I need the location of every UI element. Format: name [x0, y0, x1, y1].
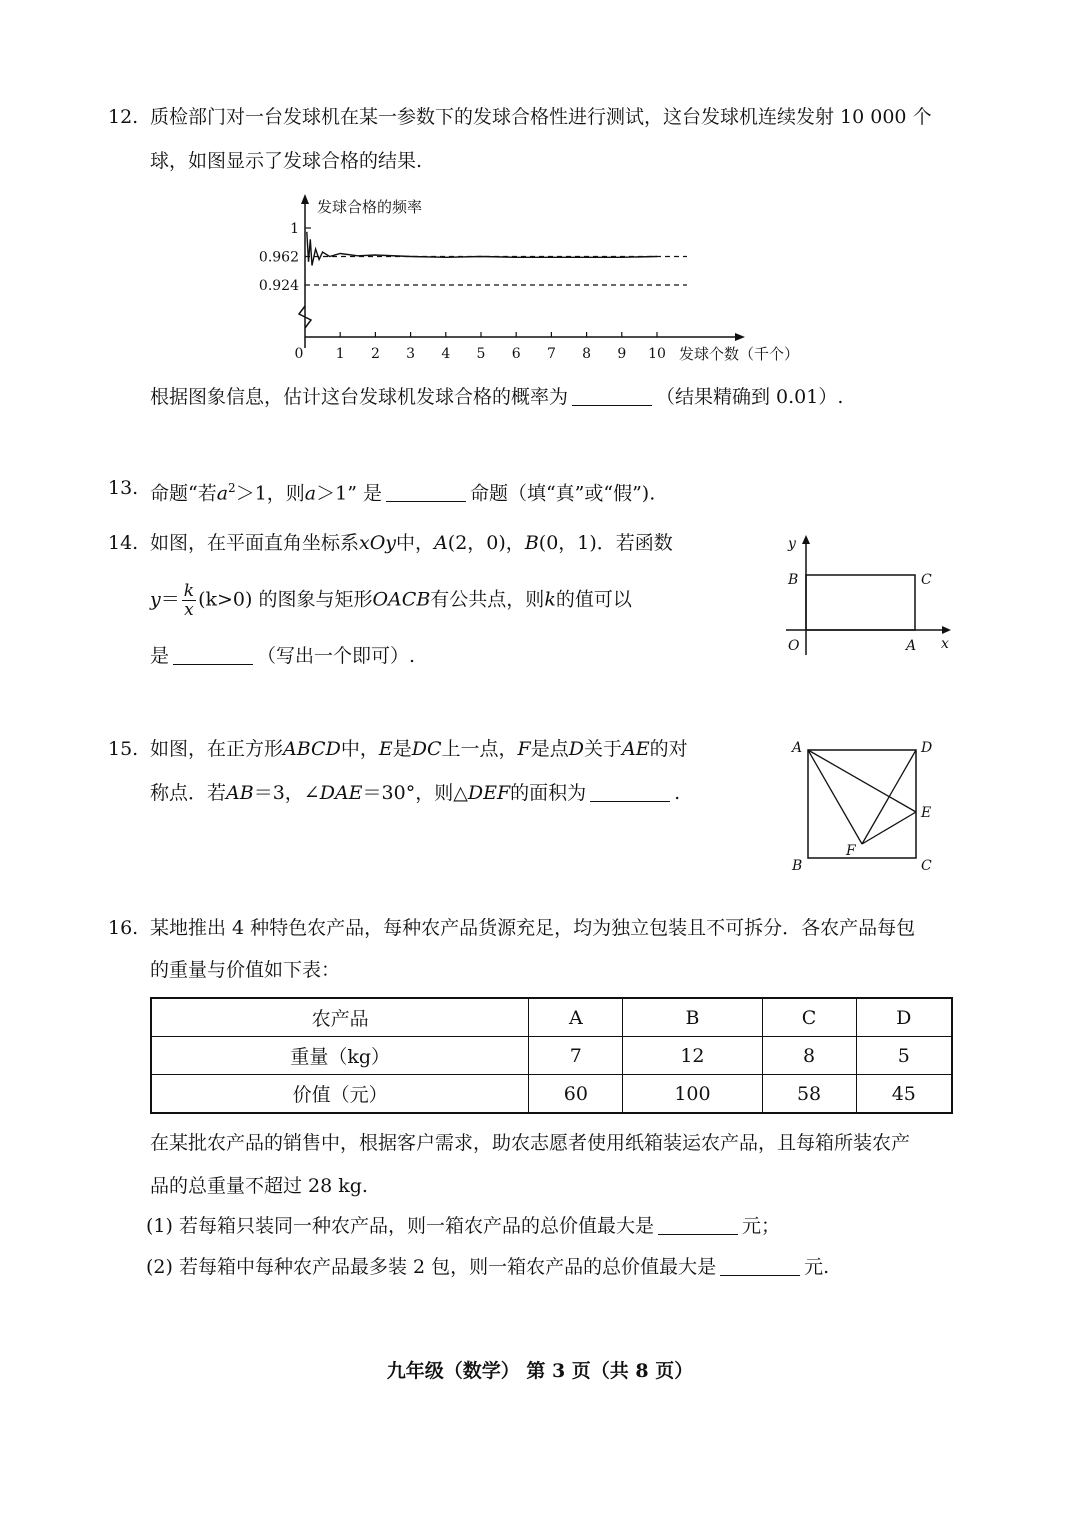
q14-l2b: 有公共点，则	[430, 588, 545, 611]
table-cell: B	[623, 998, 762, 1037]
q15-label-e: E	[921, 805, 932, 821]
q13-post: 命题（填“真”或“假”).	[469, 482, 656, 505]
q15-point-e: E	[378, 738, 393, 760]
table-cell: 58	[762, 1075, 856, 1114]
q16-p1-answer-blank[interactable]	[658, 1216, 738, 1235]
table-cell: A	[529, 998, 623, 1037]
frequency-series-line	[307, 232, 657, 266]
table-header-row	[151, 998, 952, 1037]
question-12-text-line2: 球，如图显示了发球合格的结果.	[150, 150, 423, 172]
q14-var-y: y	[150, 588, 161, 611]
q14-label-o: O	[788, 638, 800, 654]
question-16-line4: 品的总重量不超过 28 kg.	[150, 1175, 368, 1197]
q15-label-b: B	[792, 858, 803, 874]
q15-dae: DAE	[319, 782, 363, 804]
q14-x-arrow	[942, 626, 951, 634]
x-tick-label: 6	[511, 346, 521, 362]
q14-l1d: (0，1)．若函数	[538, 532, 673, 554]
q15-l1b: 中，	[340, 738, 379, 760]
page-footer: 九年级（数学） 第 3 页（共 8 页）	[386, 1360, 694, 1382]
q14-frac-den: x	[184, 600, 194, 620]
q15-l2e: .	[674, 782, 681, 804]
table-cell: 5	[856, 1037, 952, 1075]
question-13-number: 13.	[108, 477, 139, 499]
q15-l2c: ＝30°，则△	[362, 782, 468, 804]
q12-answer-blank[interactable]	[572, 387, 652, 406]
q14-eq: ＝	[160, 588, 180, 611]
table-cell: 60	[529, 1075, 623, 1114]
q15-square	[808, 750, 916, 858]
q15-label-a: A	[792, 740, 803, 756]
question-13-text	[150, 475, 655, 506]
q14-var-k: k	[544, 588, 556, 611]
q15-l2b: ＝3，∠	[253, 782, 320, 804]
q16-p2-post: 元.	[804, 1256, 830, 1278]
table-cell: 价值（元）	[151, 1075, 529, 1114]
x-tick-label: 2	[370, 346, 380, 362]
x-tick-label: 8	[582, 346, 592, 362]
q15-ae: AE	[621, 738, 650, 760]
q14-fraction	[182, 582, 196, 619]
q14-figure	[778, 530, 958, 660]
q15-abcd: ABCD	[283, 738, 341, 760]
table-cell: 农产品	[151, 998, 529, 1037]
x-tick-label: 0	[294, 346, 304, 362]
q15-l1f: 关于	[583, 738, 622, 760]
q14-point-b: B	[524, 532, 539, 554]
question-16-line3: 在某批农产品的销售中，根据客户需求，助农志愿者使用纸箱装运农产品，且每箱所装农产	[150, 1132, 911, 1154]
q15-label-f: F	[846, 843, 856, 859]
y-tick-label: 1	[290, 221, 299, 237]
q15-l2d: 的面积为	[510, 782, 587, 804]
q14-cond: (k>0)	[198, 588, 253, 611]
q14-rectangle	[806, 575, 915, 630]
q12-prompt-pre: 根据图象信息，估计这台发球机发球合格的概率为	[150, 386, 569, 408]
table-cell: 100	[623, 1075, 762, 1114]
q14-label-x: x	[941, 636, 949, 652]
q14-frac-num: k	[183, 581, 195, 601]
x-tick-label: 10	[648, 346, 666, 362]
x-tick-label: 1	[335, 346, 345, 362]
q13-var-a: a	[216, 482, 229, 505]
y-tick-label: 0.924	[258, 278, 299, 294]
question-16-line1: 某地推出 4 种特色农产品，每种农产品货源充足，均为独立包装且不可拆分．各农产品每包	[150, 917, 916, 939]
q15-dc: DC	[411, 738, 442, 760]
x-tick-label: 3	[406, 346, 416, 362]
q14-xoy: xOy	[359, 532, 397, 554]
q15-line-df	[862, 750, 916, 844]
table-row	[151, 1037, 952, 1075]
q14-l3b: （写出一个即可）.	[257, 645, 416, 667]
q15-l2a: 称点．若	[150, 782, 227, 804]
q15-answer-blank[interactable]	[590, 783, 670, 802]
frequency-chart	[255, 188, 815, 370]
q14-point-a: A	[434, 532, 448, 554]
table-row	[151, 1075, 952, 1114]
q13-answer-blank[interactable]	[386, 483, 466, 502]
q13-var-a2: a	[304, 482, 317, 505]
table-cell: 45	[856, 1075, 952, 1114]
q15-l1: 如图，在正方形	[150, 738, 284, 760]
q16-p2-pre: (2) 若每箱中每种农产品最多装 2 包，则一箱农产品的总价值最大是	[146, 1256, 717, 1278]
question-14-line3	[150, 643, 415, 669]
q14-label-a: A	[906, 638, 917, 654]
q15-point-d: D	[568, 738, 584, 760]
q15-l1e: 是点	[530, 738, 569, 760]
question-15-line1	[150, 736, 688, 762]
q15-def: DEF	[467, 782, 511, 804]
question-16-number: 16.	[108, 917, 139, 939]
table-cell: D	[856, 998, 952, 1037]
table-cell: 7	[529, 1037, 623, 1075]
question-16-line2: 的重量与价值如下表：	[150, 959, 341, 981]
question-16-part2	[146, 1254, 829, 1280]
q15-label-c: C	[921, 858, 932, 874]
q14-l1b: 中，	[396, 532, 435, 554]
q13-pre: 命题“若	[150, 482, 217, 505]
question-15-number: 15.	[108, 738, 139, 760]
q14-answer-blank[interactable]	[173, 646, 253, 665]
q15-label-d: D	[921, 740, 933, 756]
y-tick-label: 0.962	[258, 249, 299, 266]
x-axis-label: 发球个数（千个）	[679, 345, 800, 363]
question-14-number: 14.	[108, 532, 139, 554]
q15-point-f: F	[517, 738, 531, 760]
question-14-line2	[150, 582, 632, 619]
x-tick-label: 4	[441, 346, 451, 362]
table-cell: C	[762, 998, 856, 1037]
q14-label-c: C	[921, 572, 932, 588]
q14-l3a: 是	[150, 645, 170, 667]
q14-l2c: 的值可以	[555, 588, 632, 611]
q14-l2: 的图象与矩形	[258, 588, 373, 611]
question-12-text-line1: 质检部门对一台发球机在某一参数下的发球合格性进行测试，这台发球机连续发射 10 000 个	[150, 106, 932, 128]
q13-mid1: ＞1，则	[235, 482, 305, 505]
q15-line-af	[808, 750, 862, 844]
q15-l1c: 是	[392, 738, 412, 760]
q16-p2-answer-blank[interactable]	[720, 1257, 800, 1276]
q14-label-b: B	[788, 572, 799, 588]
question-12-prompt	[150, 384, 843, 410]
q14-label-y: y	[788, 536, 796, 552]
x-tick-label: 7	[546, 346, 556, 362]
question-15-line2	[150, 780, 680, 806]
q12-prompt-post: （结果精确到 0.01）.	[656, 386, 844, 408]
table-cell: 8	[762, 1037, 856, 1075]
q13-exponent: 2	[228, 481, 236, 495]
q16-p1-post: 元；	[741, 1215, 780, 1237]
q15-figure	[786, 734, 946, 876]
question-12-number: 12.	[108, 106, 139, 128]
q15-line-fe	[862, 812, 916, 844]
product-table	[150, 997, 953, 1114]
q14-l1a: 如图，在平面直角坐标系	[150, 532, 360, 554]
y-axis-arrow	[301, 194, 309, 204]
q15-ab: AB	[226, 782, 254, 804]
q14-y-arrow	[802, 535, 810, 544]
q16-p1-pre: (1) 若每箱只装同一种农产品，则一箱农产品的总价值最大是	[146, 1215, 654, 1237]
x-tick-label: 5	[476, 346, 486, 362]
q14-l1c: (2，0)，	[447, 532, 525, 554]
x-tick-label: 9	[617, 346, 627, 362]
question-16-part1	[146, 1213, 780, 1239]
q15-line-ae	[808, 750, 916, 812]
table-cell: 12	[623, 1037, 762, 1075]
q13-mid2: ＞1” 是	[316, 482, 382, 505]
x-axis-arrow	[735, 333, 745, 341]
q15-l1d: 上一点，	[441, 738, 518, 760]
question-14-line1	[150, 530, 673, 556]
table-cell: 重量（kg）	[151, 1037, 529, 1075]
q14-rect: OACB	[372, 588, 431, 611]
y-axis-label: 发球合格的频率	[317, 198, 423, 216]
q15-l1g: 的对	[649, 738, 688, 760]
